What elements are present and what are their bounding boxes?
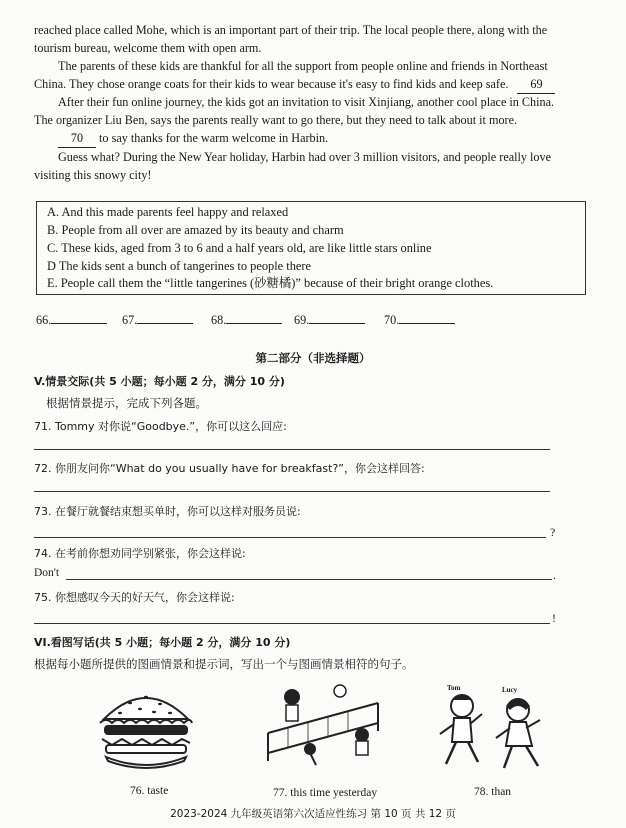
answer-slot-68[interactable]: 68. [211, 312, 282, 328]
answer-slot-69[interactable]: 69. [294, 312, 365, 328]
answer-slot-70[interactable]: 70. [384, 312, 455, 328]
option-d: D The kids sent a bunch of tangerines to people there [47, 259, 312, 273]
period-mark: . [553, 568, 556, 582]
answer-line-72[interactable] [34, 491, 550, 492]
answer-row [36, 312, 596, 330]
label-tom: Tom [447, 684, 461, 692]
options-box [36, 201, 586, 295]
badminton-picture [258, 683, 388, 771]
question-mark: ? [550, 525, 556, 539]
answer-line-73[interactable] [34, 537, 546, 538]
label-lucy: Lucy [502, 686, 518, 694]
running-picture [434, 684, 550, 772]
passage-line: After their fun online journey, the kids got an invitation to visit Xinjiang, another cool place in China. [58, 95, 555, 109]
section-instruction: 根据情景提示，完成下列各题。 [46, 396, 207, 410]
question-75: 75. 你想感叹今天的好天气，你会这样说: [34, 591, 235, 604]
passage-line: The parents of these kids are thankful for all the support from people online and friends in Northeast [58, 59, 548, 73]
passage-line [58, 130, 598, 148]
passage-text: to say thanks for the warm welcome in Harbin. [99, 131, 329, 145]
caption-78: 78. than [474, 786, 512, 798]
question-71: 71. Tommy 对你说“Goodbye.”，你可以这么回应: [34, 420, 287, 433]
answer-slot-67[interactable]: 67. [122, 312, 193, 328]
option-e: E. People call them the “little tangerines (砂糖橘)” because of their bright orange clothes. [47, 276, 494, 290]
part-title: 第二部分（非选择题） [255, 351, 371, 365]
dont-prefix: Don't [34, 567, 60, 579]
option-a: A. And this made parents feel happy and relaxed [47, 205, 289, 219]
blank-70[interactable]: 70 [58, 130, 96, 148]
passage-line: Guess what? During the New Year holiday, Harbin had over 3 million visitors, and people really love [58, 150, 552, 164]
passage-text: China. They chose orange coats for their kids to wear because it's easy to find kids and keep safe. [34, 77, 509, 91]
answer-line-74[interactable] [66, 579, 552, 580]
page-footer: 2023-2024 九年级英语第六次适应性练习 第 10 页 共 12 页 [170, 808, 456, 820]
question-73: 73. 在餐厅就餐结束想买单时，你可以这样对服务员说: [34, 505, 301, 518]
burger-picture [96, 683, 196, 771]
blank-69[interactable]: 69 [517, 76, 555, 94]
caption-76: 76. taste [130, 785, 169, 797]
passage-line: visiting this snowy city! [34, 168, 152, 182]
caption-77: 77. this time yesterday [273, 787, 378, 799]
answer-line-71[interactable] [34, 449, 550, 450]
option-b: B. People from all over are amazed by its beauty and charm [47, 223, 344, 237]
question-72: 72. 你朋友问你“What do you usually have for breakfast?”，你会这样回答: [34, 462, 425, 475]
section-title: V.情景交际(共 5 小题；每小题 2 分，满分 10 分) [34, 375, 285, 388]
section-instruction: 根据每小题所提供的图画情景和提示词，写出一个与图画情景相符的句子。 [34, 657, 414, 671]
passage-line [34, 76, 598, 94]
option-c: C. These kids, aged from 3 to 6 and a half years old, are like little stars online [47, 241, 432, 255]
section-title: VI.看图写话(共 5 小题；每小题 2 分，满分 10 分) [34, 636, 291, 649]
passage-line: reached place called Mohe, which is an important part of their trip. The local people there, along with the [34, 23, 548, 37]
question-74: 74. 在考前你想劝同学别紧张，你会这样说: [34, 547, 246, 560]
passage-line: tourism bureau, welcome them with open arm. [34, 41, 262, 55]
passage-line: The organizer Liu Ben, says the parents really want to go there, but they need to talk about it more. [34, 113, 518, 127]
answer-line-75[interactable] [34, 623, 550, 624]
exclamation-mark: ! [552, 611, 556, 625]
answer-slot-66[interactable]: 66. [36, 312, 107, 328]
